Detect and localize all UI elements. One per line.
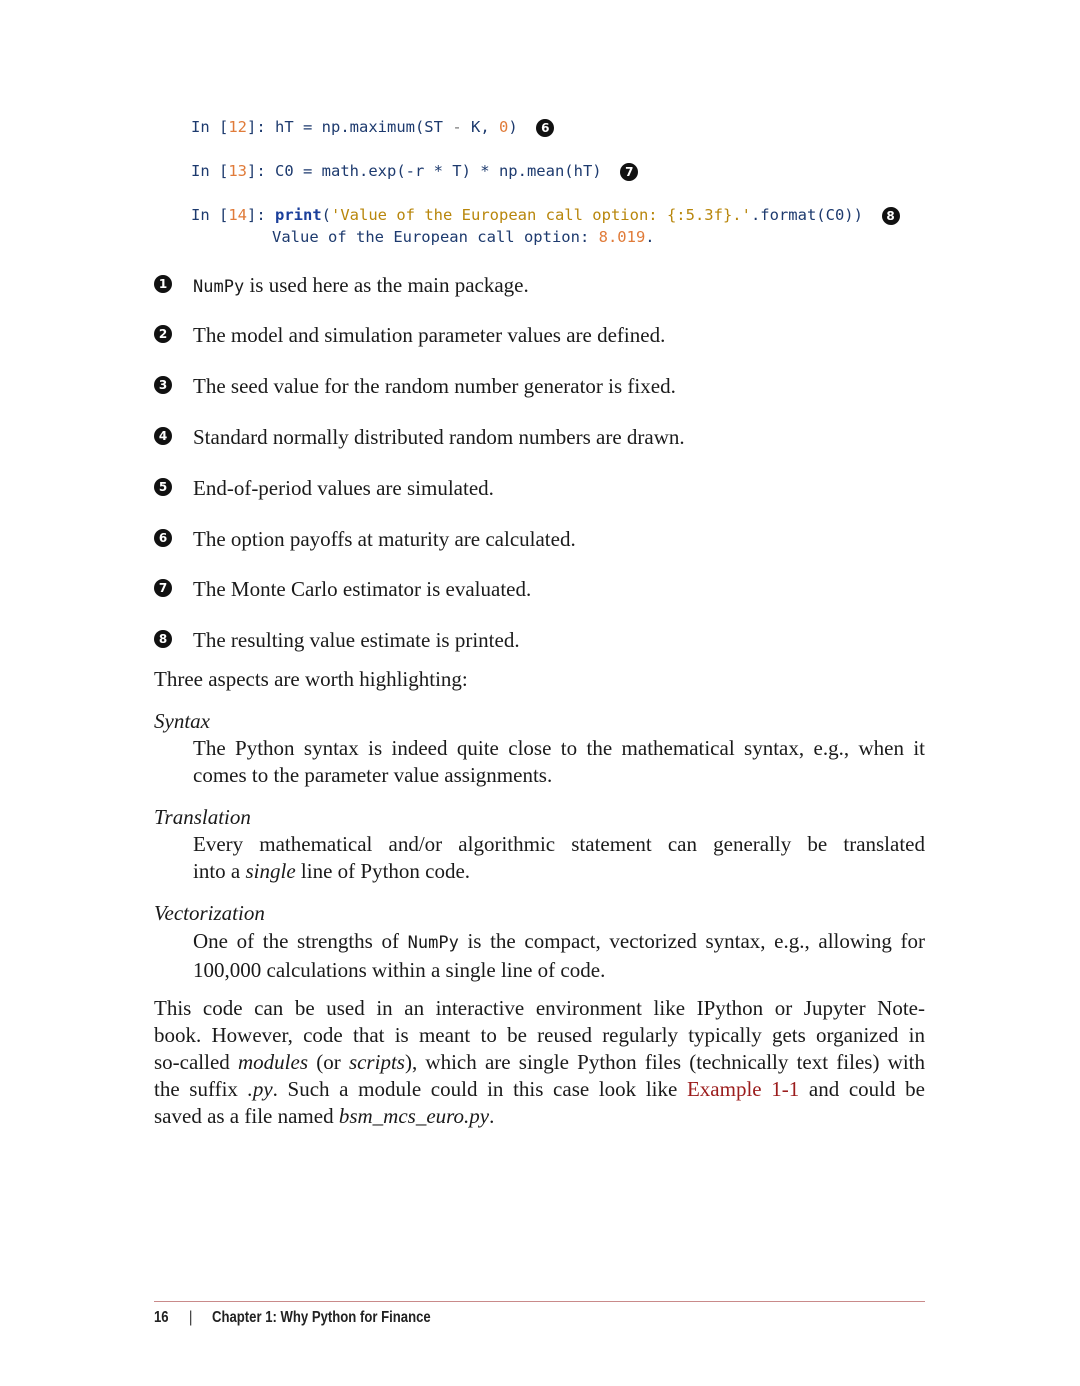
code-text: hT = np.maximum(ST bbox=[275, 118, 453, 136]
cell-number: 12 bbox=[228, 118, 247, 136]
code-cell-12 bbox=[191, 116, 554, 138]
annotation-text: The option payoffs at maturity are calculated. bbox=[193, 527, 576, 551]
inline-code: NumPy bbox=[193, 277, 245, 297]
closing-paragraph bbox=[154, 995, 925, 1130]
code-cell-13 bbox=[191, 160, 638, 182]
footer-rule bbox=[154, 1301, 925, 1302]
code-text: ) bbox=[508, 118, 518, 136]
callout-marker: 2 bbox=[154, 325, 172, 343]
definition-vectorization bbox=[193, 928, 925, 984]
callout-marker: 7 bbox=[620, 163, 638, 181]
prompt-close: ]: bbox=[247, 162, 275, 180]
paragraph-line: saved as a file named bsm_mcs_euro.py. bbox=[154, 1104, 495, 1128]
term-translation: Translation bbox=[154, 805, 251, 829]
definition-line: 100,000 calculations within a single line of code. bbox=[193, 958, 606, 982]
prompt-open: In [ bbox=[191, 206, 229, 224]
inline-code: NumPy bbox=[407, 933, 459, 953]
annotation-text: The model and simulation parameter values are defined. bbox=[193, 323, 666, 347]
annotation-text: The resulting value estimate is printed. bbox=[193, 628, 520, 652]
output-text: . bbox=[645, 228, 655, 246]
code-text: .format(C0)) bbox=[750, 206, 863, 224]
prompt-close: ]: bbox=[247, 206, 275, 224]
code-text: K, bbox=[461, 118, 499, 136]
paragraph-line: This code can be used in an interactive environment like IPython or Jupyter Note- bbox=[154, 996, 925, 1020]
prompt-close: ]: bbox=[247, 118, 275, 136]
code-string: 'Value of the European call option: {:5.3f}.' bbox=[331, 206, 751, 224]
intro-paragraph: Three aspects are worth highlighting: bbox=[154, 667, 468, 691]
code-output bbox=[272, 226, 655, 248]
callout-marker: 5 bbox=[154, 478, 172, 496]
paragraph-line: the suffix .py. Such a module could in this case look like Example 1-1 and could be bbox=[154, 1077, 925, 1101]
callout-marker: 6 bbox=[154, 529, 172, 547]
cell-number: 14 bbox=[228, 206, 247, 224]
output-value: 8.019 bbox=[598, 228, 646, 246]
callout-marker: 6 bbox=[536, 119, 554, 137]
code-keyword: print bbox=[275, 206, 322, 224]
cell-number: 13 bbox=[228, 162, 247, 180]
callout-marker: 1 bbox=[154, 275, 172, 293]
chapter-title: Chapter 1: Why Python for Finance bbox=[212, 1309, 431, 1326]
prompt-open: In [ bbox=[191, 118, 229, 136]
definition-line: into a single line of Python code. bbox=[193, 859, 471, 883]
callout-marker: 3 bbox=[154, 376, 172, 394]
annotation-text: The seed value for the random number generator is fixed. bbox=[193, 374, 676, 398]
callout-marker: 8 bbox=[154, 630, 172, 648]
annotation-text: End-of-period values are simulated. bbox=[193, 476, 494, 500]
annotation-text: Standard normally distributed random numbers are drawn. bbox=[193, 425, 685, 449]
code-number: 0 bbox=[498, 118, 509, 136]
term-vectorization: Vectorization bbox=[154, 901, 265, 925]
definition-syntax bbox=[193, 735, 925, 789]
definition-line: One of the strengths of NumPy is the compact, vectorized syntax, e.g., allowing for bbox=[193, 929, 925, 953]
example-link[interactable]: Example 1-1 bbox=[686, 1077, 800, 1101]
paragraph-line: book. However, code that is meant to be reused regularly typically gets organized in bbox=[154, 1023, 925, 1047]
code-text: C0 = math.exp(-r * T) * np.mean(hT) bbox=[275, 162, 602, 180]
callout-marker: 7 bbox=[154, 579, 172, 597]
paragraph-line: so-called modules (or scripts), which are single Python files (technically text files) with bbox=[154, 1050, 925, 1074]
code-cell-14 bbox=[191, 204, 900, 226]
code-text: ( bbox=[321, 206, 332, 224]
page-number: 16 bbox=[154, 1309, 169, 1326]
code-operator: - bbox=[452, 118, 462, 136]
footer-separator: | bbox=[189, 1309, 193, 1326]
callout-marker: 4 bbox=[154, 427, 172, 445]
definition-translation bbox=[193, 831, 925, 885]
output-text: Value of the European call option: bbox=[272, 228, 599, 246]
definition-line: comes to the parameter value assignments. bbox=[193, 763, 553, 787]
term-syntax: Syntax bbox=[154, 709, 210, 733]
definition-line: Every mathematical and/or algorithmic statement can generally be translated bbox=[193, 832, 925, 856]
annotation-text: is used here as the main package. bbox=[244, 273, 529, 297]
prompt-open: In [ bbox=[191, 162, 229, 180]
callout-marker: 8 bbox=[882, 207, 900, 225]
annotation-text: The Monte Carlo estimator is evaluated. bbox=[193, 577, 532, 601]
definition-line: The Python syntax is indeed quite close to the mathematical syntax, e.g., when it bbox=[193, 736, 925, 760]
